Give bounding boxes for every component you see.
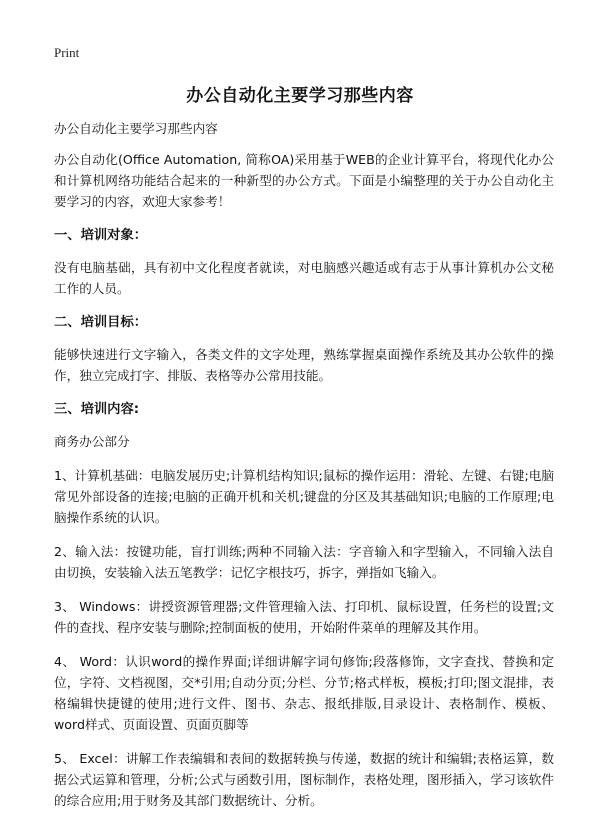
list-item: 5、 Excel：讲解工作表编辑和表间的数据转换与传递，数据的统计和编辑;表格运算，数据公式运算和管理，分析;公式与函数引用，图标制作，表格处理，图形插入，学习该软件的综合应用;用于财务及其部门数据统计、分析。 bbox=[54, 751, 554, 808]
intro-paragraph: 办公自动化(Office Automation, 简称OA)采用基于WEB的企业计算平台，将现代化办公和计算机网络功能结合起来的一种新型的办公方式。下面是小编整理的关于办公自动化主要学习的内容，欢迎大家参考！ bbox=[54, 152, 554, 209]
section-text-goal: 能够快速进行文字输入，各类文件的文字处理，熟练掌握桌面操作系统及其办公软件的操作，独立完成打字、排版、表格等办公常用技能。 bbox=[54, 347, 554, 383]
document-body bbox=[54, 118, 554, 824]
print-label: Print bbox=[54, 45, 80, 60]
list-item: 2、输入法：按键功能，盲打训练;两种不同输入法：字音输入和字型输入，不同输入法自由切换，安装输入法五笔教学：记忆字根技巧，拆字，弹指如飞输入。 bbox=[54, 544, 554, 580]
section-heading-target: 一、培训对象： bbox=[54, 228, 148, 243]
list-item: 1、计算机基础：电脑发展历史;计算机结构知识;鼠标的操作运用：滑轮、左键、右键;电脑常见外部设备的连接;电脑的正确开机和关机;键盘的分区及其基础知识;电脑的工作原理;电脑操作系统的认识。 bbox=[54, 468, 554, 525]
subtitle: 办公自动化主要学习那些内容 bbox=[54, 121, 218, 136]
section-heading-content: 三、培训内容: bbox=[54, 402, 140, 417]
section-text-target: 没有电脑基础，具有初中文化程度者就读，对电脑感兴趣适或有志于从事计算机办公文秘工作的人员。 bbox=[54, 260, 554, 296]
list-item: 3、 Windows：讲授资源管理器;文件管理输入法、打印机、鼠标设置，任务栏的设置;文件的查找、程序安装与删除;控制面板的使用，开始附件菜单的理解及其作用。 bbox=[54, 599, 554, 635]
section-subheading: 商务办公部分 bbox=[54, 434, 130, 449]
section-heading-goal: 二、培训目标： bbox=[54, 315, 148, 330]
list-item: 4、 Word：认识word的操作界面;详细讲解字词句修饰;段落修饰，文字查找、替换和定位，字符、文档视图，交*引用;自动分页;分栏、分节;格式样板，模板;打印;图文混排，表格编辑快捷键的使用;进行文件、图书、杂志、报纸排版,目录设计、表格制作、模板、word样式、页面设置、页面页脚等 bbox=[54, 654, 554, 732]
page-title: 办公自动化主要学习那些内容 bbox=[186, 86, 414, 106]
